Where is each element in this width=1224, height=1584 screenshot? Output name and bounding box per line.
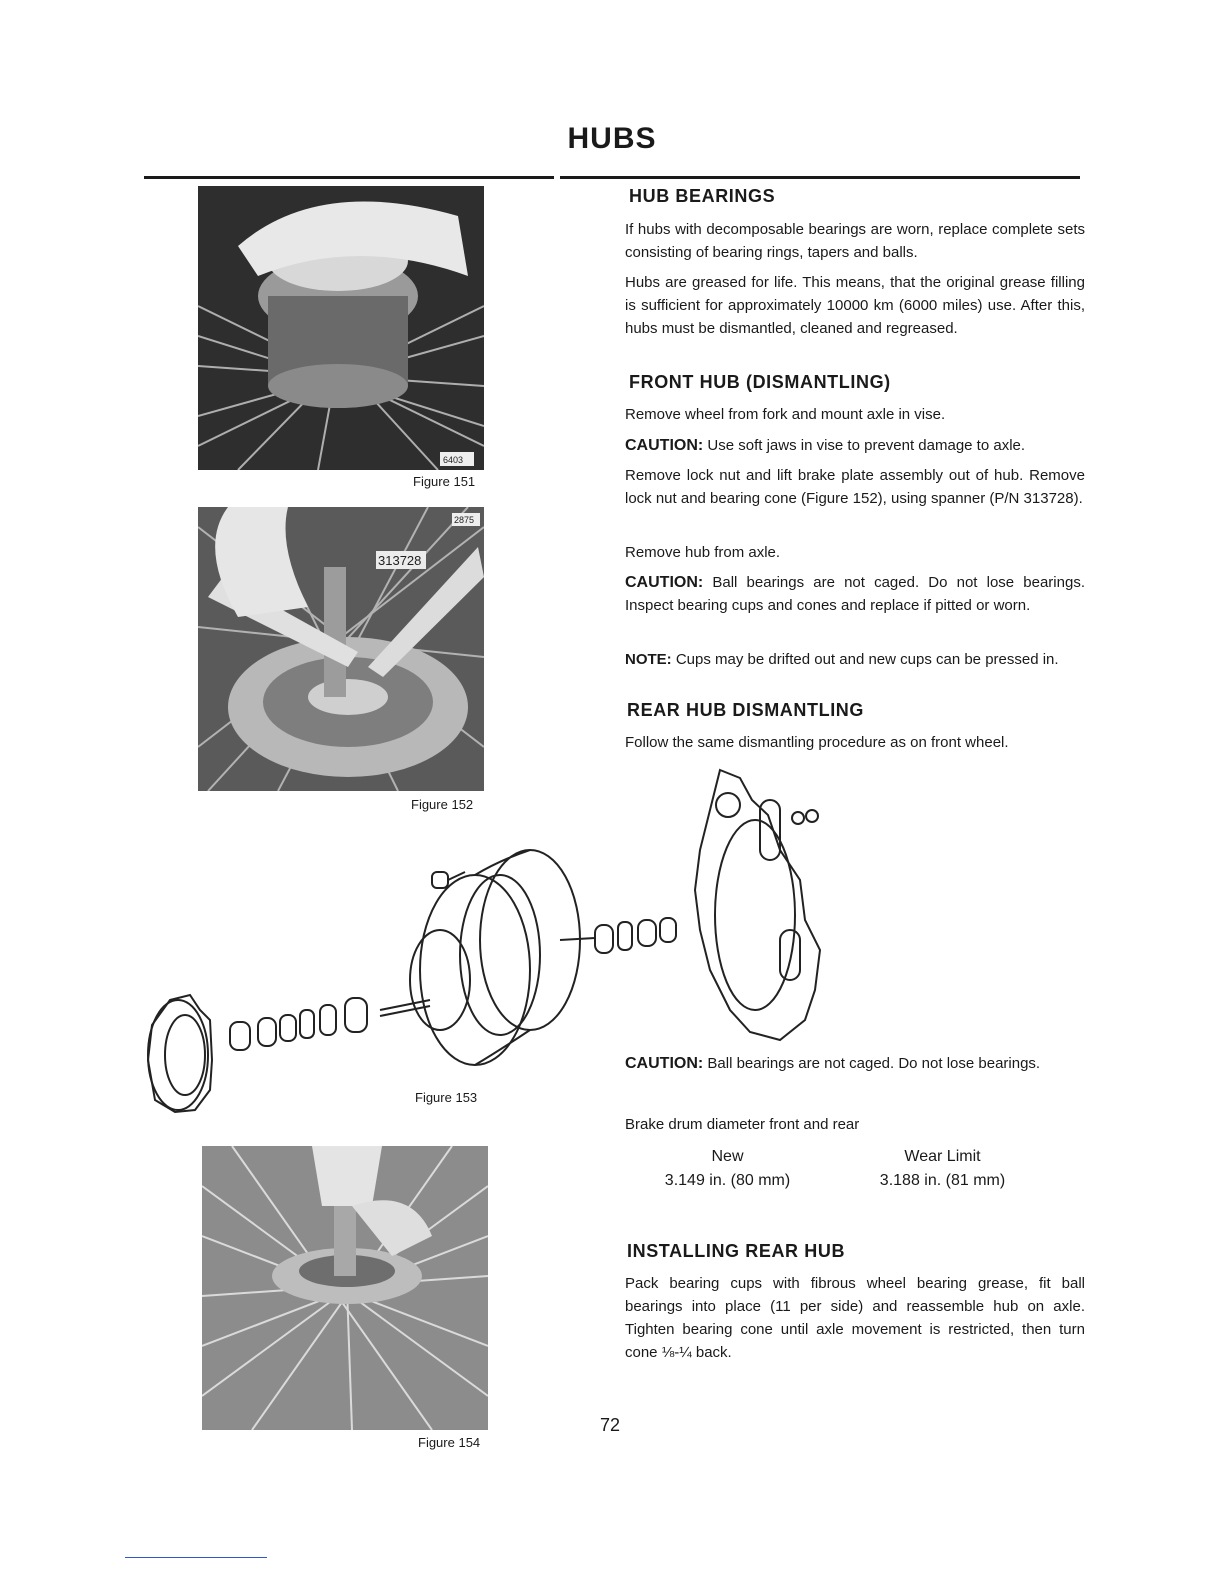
spec-header-wear-limit: Wear Limit <box>904 1148 981 1165</box>
figure-153-caption: Figure 153 <box>415 1090 478 1105</box>
installing-paragraph-1: Pack bearing cups with fibrous wheel bearing grease, fit ball bearings into place (11 per side) and reassemble hub on axle. Tighten bearing cone until axle movement is restricted, then turn cone ⅛-¼ back. <box>625 1275 1085 1361</box>
figure-152-tag: 2875 <box>454 515 475 525</box>
front-hub-caution-2 <box>625 571 1085 617</box>
hub-bearings-paragraph-2: Hubs are greased for life. This means, that the original grease filling is sufficient for approximately 10000 km (6000 miles) use. After this, hubs must be dismantled, cleaned and regreased. <box>625 274 1085 337</box>
section-heading-front-hub: FRONT HUB (DISMANTLING) <box>629 372 891 392</box>
hub-bearings-paragraph-1: If hubs with decomposable bearings are worn, replace complete sets consisting of bearing rings, tapers and balls. <box>625 221 1085 261</box>
note-text: Cups may be drifted out and new cups can be pressed in. <box>671 651 1059 668</box>
section-heading-rear-hub: REAR HUB DISMANTLING <box>627 700 864 720</box>
caution-text: Use soft jaws in vise to prevent damage to axle. <box>703 437 1026 454</box>
rear-hub-paragraph-1: Follow the same dismantling procedure as on front wheel. <box>625 734 1009 751</box>
front-hub-caution-1 <box>625 434 1085 457</box>
front-hub-paragraph-2: Remove lock nut and lift brake plate assembly out of hub. Remove lock nut and bearing cone (Figure 152), using spanner (P/N 313728). <box>625 467 1085 507</box>
front-hub-paragraph-1: Remove wheel from fork and mount axle in vise. <box>625 406 946 423</box>
footer-link-line <box>125 1557 267 1558</box>
spec-value-wear-limit: 3.188 in. (81 mm) <box>879 1172 1006 1189</box>
caution-text: Ball bearings are not caged. Do not lose bearings. Inspect bearing cups and cones and replace if pitted or worn. <box>625 574 1085 614</box>
front-hub-paragraph-3: Remove hub from axle. <box>625 544 781 561</box>
front-hub-note <box>625 648 1085 671</box>
figure-151-photo <box>198 186 484 470</box>
figure-152-photo <box>198 507 484 791</box>
spec-header-new: New <box>711 1148 744 1165</box>
rear-hub-paragraph-2: Brake drum diameter front and rear <box>625 1116 860 1133</box>
caution-label: CAUTION: <box>625 1055 704 1072</box>
spec-value-new: 3.149 in. (80 mm) <box>664 1172 791 1189</box>
caution-text: Ball bearings are not caged. Do not lose bearings. <box>703 1055 1041 1072</box>
caution-label: CAUTION: <box>625 574 704 591</box>
spanner-part-label: 313728 <box>378 553 422 568</box>
rear-hub-caution <box>625 1052 1085 1075</box>
page-number: 72 <box>600 1415 621 1435</box>
figure-151-caption: Figure 151 <box>413 474 476 489</box>
section-heading-hub-bearings: HUB BEARINGS <box>629 186 776 206</box>
figure-152-caption: Figure 152 <box>411 797 474 812</box>
section-heading-installing: INSTALLING REAR HUB <box>627 1241 846 1261</box>
figure-154-photo <box>202 1146 488 1430</box>
header-rule-left <box>144 176 554 179</box>
caution-label: CAUTION: <box>625 437 704 454</box>
figure-154-caption: Figure 154 <box>418 1435 481 1450</box>
header-rule-right <box>560 176 1080 179</box>
page-title: HUBS <box>567 122 657 155</box>
note-label: NOTE: <box>625 651 672 668</box>
figure-151-tag: 6403 <box>443 455 464 465</box>
